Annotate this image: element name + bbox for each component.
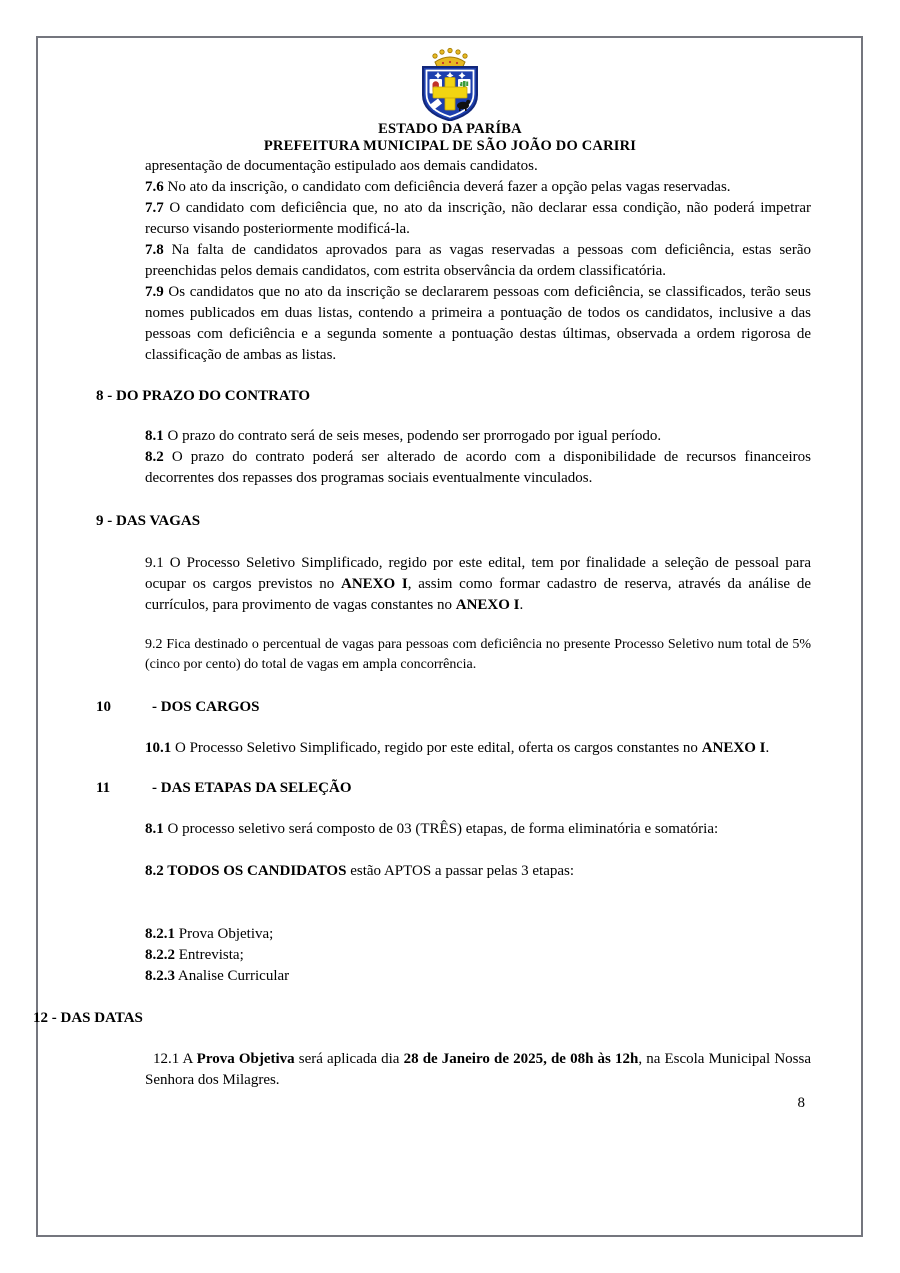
- paragraph-7-9: [145, 282, 811, 366]
- heading-text: 9 - DAS VAGAS: [96, 513, 201, 529]
- text-run: 12.1 A: [153, 1051, 197, 1067]
- text-run: apresentação de documentação estipulado aos demais candidatos.: [145, 158, 538, 174]
- list-item-8-2-1: [145, 924, 811, 945]
- text-run: O Processo Seletivo Simplificado, regido por este edital, oferta os cargos constantes no: [171, 740, 702, 756]
- text-run: O prazo do contrato será de seis meses, podendo ser prorrogado por igual período.: [163, 428, 662, 444]
- item-number: 8.1: [145, 428, 164, 444]
- paragraph-continuation: [145, 156, 811, 177]
- item-number: 7.9: [145, 284, 164, 300]
- item-number: 8.2.3: [145, 968, 175, 984]
- document-header: [0, 47, 900, 155]
- item-number: 7.6: [145, 179, 164, 195]
- heading-text: 12 - DAS DATAS: [33, 1010, 143, 1026]
- paragraph-10-1: [145, 738, 811, 759]
- page-number: 8: [797, 1095, 805, 1111]
- section-8-heading: [96, 386, 811, 407]
- text-run: estão APTOS a passar pelas 3 etapas:: [346, 863, 575, 879]
- section-11-heading: [96, 778, 811, 799]
- text-run: .: [519, 597, 524, 613]
- paragraph-9-1: [145, 553, 811, 616]
- text-run: O prazo do contrato poderá ser alterado de acordo com a disponibilidade de recursos financeiros decorrentes dos repasses dos programas sociais eventualmente vinculados.: [145, 449, 811, 486]
- coat-of-arms-logo: [411, 47, 489, 121]
- heading-text: - DAS ETAPAS DA SELEÇÃO: [152, 780, 352, 796]
- document-body: [33, 156, 811, 1114]
- heading-text: - DOS CARGOS: [152, 699, 260, 715]
- text-run: O processo seletivo será composto de 03 (TRÊS) etapas, de forma eliminatória e somatória:: [163, 821, 719, 837]
- paragraph-7-7: [145, 198, 811, 240]
- item-number: 10.1: [145, 740, 172, 756]
- paragraph-8-1: [145, 426, 811, 447]
- paragraph-8-2: [145, 447, 811, 489]
- section-number: 11: [96, 780, 111, 796]
- text-run: , na Escola Municipal Nossa Senhora dos Milagres.: [145, 1051, 811, 1088]
- paragraph-9-2: [145, 635, 811, 675]
- section-12-heading: [33, 1008, 811, 1029]
- header-state-line: ESTADO DA PARÍBA: [378, 121, 522, 137]
- text-run: 9.2 Fica destinado o percentual de vagas para pessoas com deficiência no presente Processo Seletivo num total de 5% (cinco por cento) do total de vagas em ampla concorrência.: [145, 637, 811, 672]
- text-run: O candidato com deficiência que, no ato da inscrição, não declarar essa condição, não poderá impetrar recurso visando posteriormente modificá-la.: [145, 200, 811, 237]
- text-run: Analise Curricular: [175, 968, 290, 984]
- item-number: 8.2.2: [145, 947, 175, 963]
- item-number: 7.8: [145, 242, 164, 258]
- paragraph-11-8-1: [145, 819, 811, 840]
- paragraph-7-6: [145, 177, 811, 198]
- list-item-8-2-2: [145, 945, 811, 966]
- header-municipality-line: PREFEITURA MUNICIPAL DE SÃO JOÃO DO CARIRI: [263, 138, 637, 154]
- anexo-reference: ANEXO I: [455, 597, 520, 613]
- item-number: 8.2: [145, 449, 164, 465]
- anexo-reference: ANEXO I: [340, 576, 408, 592]
- item-number: 7.7: [145, 200, 164, 216]
- text-run: Prova Objetiva;: [175, 926, 274, 942]
- paragraph-12-1: [145, 1049, 811, 1091]
- section-number: 10: [96, 699, 111, 715]
- item-number: 8.2.1: [145, 926, 175, 942]
- text-run: Na falta de candidatos aprovados para as vagas reservadas a pessoas com deficiência, estas serão preenchidas pelos demais candidatos, com estrita observância da ordem classificatória.: [145, 242, 811, 279]
- item-number: 8.2 TODOS OS CANDIDATOS: [145, 863, 347, 879]
- text-run: Entrevista;: [175, 947, 244, 963]
- bold-run: Prova Objetiva: [196, 1051, 295, 1067]
- list-item-8-2-3: [145, 966, 811, 987]
- paragraph-11-8-2: [145, 861, 811, 882]
- section-10-heading: [96, 697, 811, 718]
- section-9-heading: [96, 511, 811, 532]
- bold-run: 28 de Janeiro de 2025, de 08h às 12h: [403, 1051, 639, 1067]
- text-run: 9.1 O Processo Seletivo Simplificado, regido por este edital, tem por finalidade a seleção de pessoal para ocupar os cargos previstos no: [145, 555, 811, 592]
- text-run: No ato da inscrição, o candidato com deficiência deverá fazer a opção pelas vagas reservadas.: [163, 179, 731, 195]
- text-run: .: [765, 740, 770, 756]
- item-number: 8.1: [145, 821, 164, 837]
- paragraph-7-8: [145, 240, 811, 282]
- anexo-reference: ANEXO I: [701, 740, 766, 756]
- text-run: será aplicada dia: [294, 1051, 404, 1067]
- text-run: , assim como formar cadastro de reserva, através da análise de currículos, para provimento de vagas constantes no: [145, 576, 811, 613]
- text-run: Os candidatos que no ato da inscrição se declararem pessoas com deficiência, se classificados, terão seus nomes publicados em duas listas, contendo a primeira a pontuação de todos os candidatos, inclusive a das pessoas com deficiência e a segunda somente a pontuação destas últimas, observada a ordem rigorosa de classificação de ambas as listas.: [145, 284, 811, 363]
- heading-text: 8 - DO PRAZO DO CONTRATO: [96, 388, 311, 404]
